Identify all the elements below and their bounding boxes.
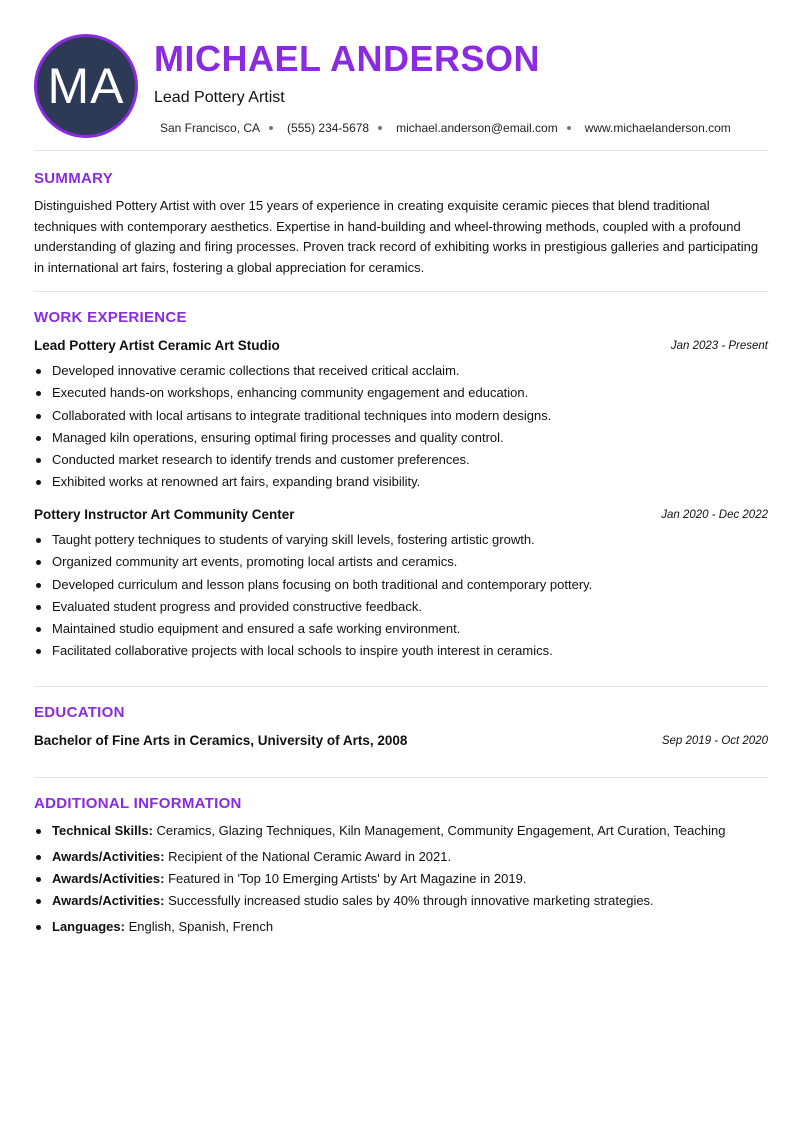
additional-label: Languages: (52, 919, 125, 934)
additional-label: Technical Skills: (52, 823, 153, 838)
candidate-role: Lead Pottery Artist (154, 89, 285, 106)
contact-website (585, 121, 731, 135)
job-bullets (52, 360, 768, 494)
list-item: Developed curriculum and lesson plans focusing on both traditional and contemporary pottery. (52, 574, 768, 596)
separator-dot (567, 126, 571, 130)
experience-heading: WORK EXPERIENCE (34, 309, 187, 326)
additional-heading: ADDITIONAL INFORMATION (34, 795, 242, 812)
contact-email (396, 121, 585, 135)
list-item: Exhibited works at renowned art fairs, expanding brand visibility. (52, 471, 768, 493)
divider (34, 150, 768, 151)
additional-item (52, 893, 654, 908)
list-item: Conducted market research to identify trends and customer preferences. (52, 449, 768, 471)
job-title: Pottery Instructor Art Community Center (34, 507, 295, 522)
additional-item (52, 823, 725, 838)
job-bullets (52, 529, 768, 663)
additional-value: English, Spanish, French (124, 919, 274, 934)
contact-bar (160, 121, 731, 135)
list-item: Organized community art events, promoting local artists and ceramics. (52, 551, 768, 573)
job-title: Lead Pottery Artist Ceramic Art Studio (34, 338, 280, 353)
job-header (34, 507, 768, 525)
list-item: Managed kiln operations, ensuring optimal firing processes and quality control. (52, 427, 768, 449)
list-item: Maintained studio equipment and ensured a safe working environment. (52, 618, 768, 640)
avatar-initials: MA (47, 58, 125, 114)
summary-heading: SUMMARY (34, 170, 114, 187)
additional-item (52, 919, 273, 934)
divider (34, 291, 768, 292)
list-item: Developed innovative ceramic collections that received critical acclaim. (52, 360, 768, 382)
education-entry (34, 733, 768, 751)
list-item: Facilitated collaborative projects with local schools to inspire youth interest in ceramics. (52, 640, 768, 662)
contact-location-text: San Francisco, CA (160, 121, 261, 135)
degree-title: Bachelor of Fine Arts in Ceramics, University of Arts, 2008 (34, 733, 408, 748)
additional-value: Featured in 'Top 10 Emerging Artists' by Art Magazine in 2019. (164, 871, 527, 886)
contact-phone (287, 121, 396, 135)
additional-item (52, 871, 526, 886)
resume-header (34, 34, 768, 138)
additional-value: Recipient of the National Ceramic Award in 2021. (164, 849, 452, 864)
summary-text: Distinguished Pottery Artist with over 15 years of experience in creating exquisite ceramic pieces that blend traditional techniques with contemporary aesthetics. Expertise in hand-building and wheel-throwing methods, coupled with a profound understanding of glazing and firing processes. Proven track record of exhibiting works in prestigious galleries and participating in international art fairs, fostering a global appreciation for ceramics. (34, 198, 759, 275)
additional-value: Ceramics, Glazing Techniques, Kiln Management, Community Engagement, Art Curation, Teaching (152, 823, 726, 838)
additional-label: Awards/Activities: (52, 871, 165, 886)
separator-dot (378, 126, 382, 130)
contact-website-text[interactable]: www.michaelanderson.com (584, 121, 731, 135)
education-date: Sep 2019 - Oct 2020 (661, 735, 768, 747)
list-item: Executed hands-on workshops, enhancing community engagement and education. (52, 382, 768, 404)
additional-label: Awards/Activities: (52, 893, 165, 908)
list-item: Taught pottery techniques to students of varying skill levels, fostering artistic growth. (52, 529, 768, 551)
candidate-name: MICHAEL ANDERSON (154, 38, 541, 79)
education-heading: EDUCATION (34, 704, 125, 721)
separator-dot (269, 126, 273, 130)
divider (34, 686, 768, 687)
avatar (34, 34, 138, 138)
additional-label: Awards/Activities: (52, 849, 165, 864)
contact-location (160, 121, 287, 135)
contact-email-text[interactable]: michael.anderson@email.com (396, 121, 558, 135)
additional-item (52, 849, 451, 864)
contact-phone-text: (555) 234-5678 (287, 121, 370, 135)
job-date: Jan 2023 - Present (670, 340, 768, 352)
job-header (34, 338, 768, 356)
list-item: Collaborated with local artisans to integrate traditional techniques into modern designs. (52, 405, 768, 427)
divider (34, 777, 768, 778)
job-date: Jan 2020 - Dec 2022 (661, 509, 768, 521)
list-item: Evaluated student progress and provided constructive feedback. (52, 596, 768, 618)
additional-value: Successfully increased studio sales by 40% through innovative marketing strategies. (164, 893, 654, 908)
